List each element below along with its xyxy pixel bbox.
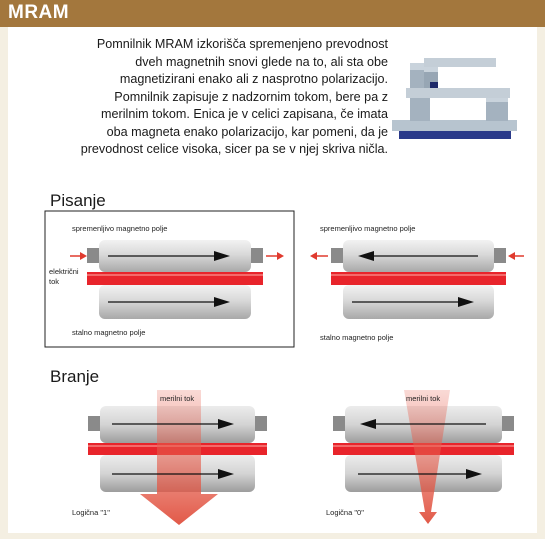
description-line: merilnim tokom. Enica je v celici zapisana, če imata — [101, 107, 388, 121]
reading-title: Branje — [50, 367, 100, 386]
description-line: Pomnilnik zapisuje z nadzornim tokom, bere pa z — [114, 89, 388, 104]
reading-left-logic-label: Logična "1" — [72, 508, 110, 517]
description-line: Pomnilnik MRAM izkorišča spremenjeno prevodnost — [96, 37, 388, 51]
reading-right-logic-label: Logična "0" — [326, 508, 364, 517]
writing-diagram-right — [310, 240, 524, 319]
description-line: oba magneta enako polarizacijo, kar pomeni, da je — [106, 124, 388, 139]
writing-left-top-label: spremenljivo magnetno polje — [72, 224, 168, 233]
tunnel-layer — [87, 272, 263, 285]
writing-right-top-label: spremenljivo magnetno polje — [320, 224, 416, 233]
reading-right-current-label: merilni tok — [406, 394, 441, 403]
writing-left-side-label-1: električni — [49, 267, 79, 276]
writing-right-bottom-label: stalno magnetno polje — [320, 333, 394, 342]
header-title: MRAM — [8, 2, 70, 23]
mram-cell-illustration — [392, 58, 517, 139]
writing-left-side-label-2: tok — [49, 277, 60, 286]
writing-title: Pisanje — [50, 191, 106, 210]
reading-diagram-right — [333, 390, 514, 524]
description-line: prevodnost celice visoka, sicer pa se v njej skriva ničla. — [80, 142, 388, 156]
tunnel-layer — [331, 272, 506, 285]
description-line: dveh magnetnih snovi glede na to, ali sta obe — [135, 54, 388, 69]
reading-left-current-label: merilni tok — [160, 394, 195, 403]
description-line: magnetizirani enako ali z nasprotno polarizacijo. — [119, 72, 388, 86]
reading-diagram-left — [88, 390, 267, 525]
writing-left-bottom-label: stalno magnetno polje — [72, 328, 146, 337]
